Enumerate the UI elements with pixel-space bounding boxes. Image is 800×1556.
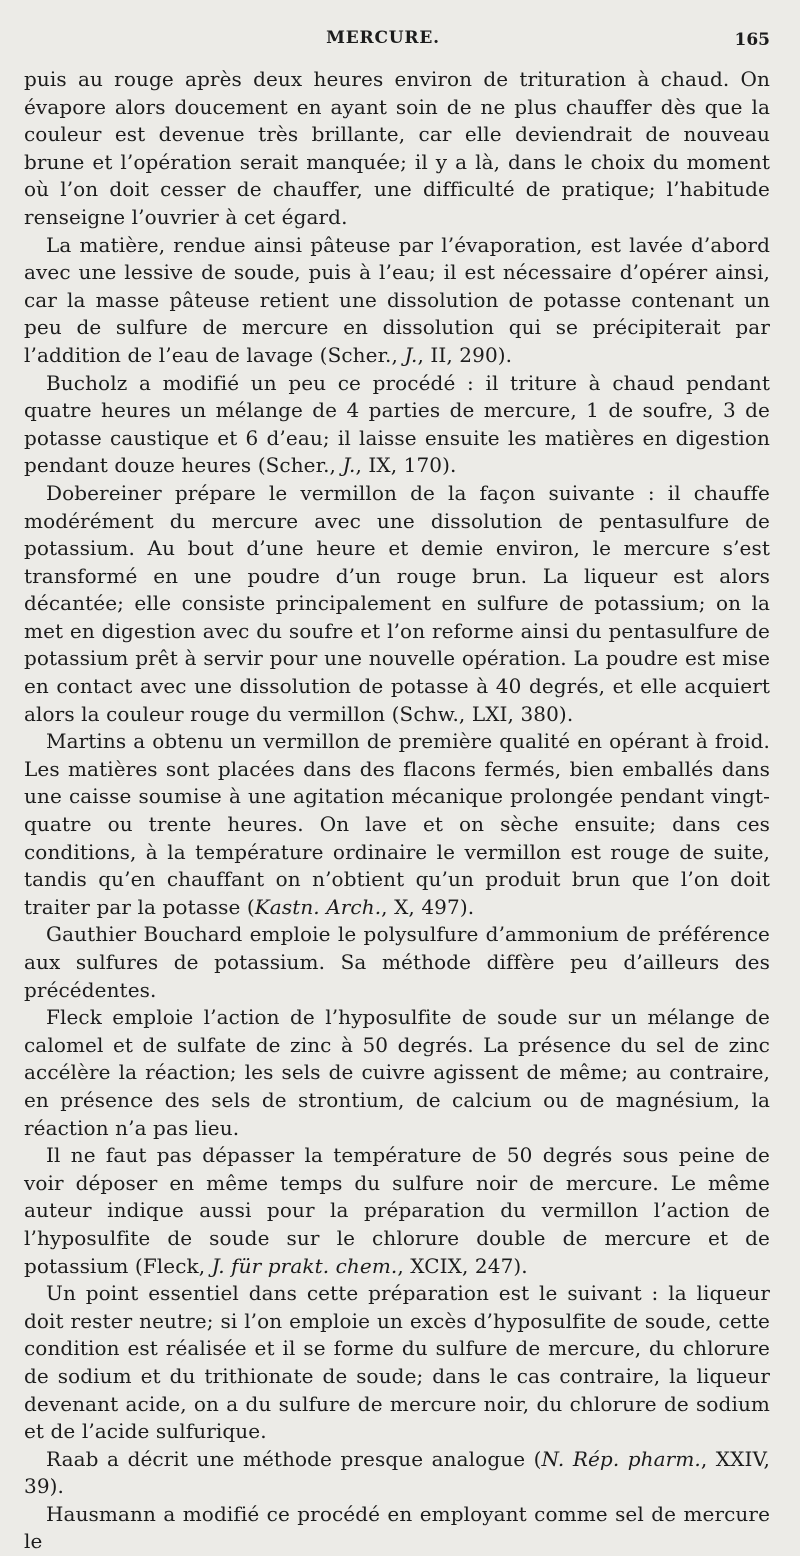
paragraph — [24, 370, 770, 480]
italic-reference: J. für prakt. chem. — [211, 1253, 398, 1278]
text-run: Bucholz a modifié un peu ce procédé : il triture à chaud pendant quatre heures un mélange de 4 parties de mercure, 1 de soufre, 3 de potasse caustique et 6 d’eau; il laisse ensuite les matières en digestion pendant douze heures (Scher., — [24, 370, 770, 478]
paragraph — [24, 921, 770, 1004]
text-run: Il ne faut pas dépasser la température de 50 degrés sous peine de voir déposer en même temps du sulfure noir de mercure. Le même auteur indique aussi pour la préparation du vermillon l’action de l’hyposulfite de soude sur le chlorure double de mercure et de potassium (Fleck, — [24, 1143, 770, 1278]
paragraph — [24, 728, 770, 921]
italic-reference: Kastn. Arch. — [254, 894, 382, 919]
text-run: puis au rouge après deux heures environ de trituration à chaud. On évapore alors doucement en ayant soin de ne plus chauffer dès que la couleur est devenue très brillante, car elle deviendrait de nouveau brune et l’opération serait manquée; il y a là, dans le choix du moment où l’on doit cesser de chauffer, une difficulté de pratique; l’habitude renseigne l’ouvrier à cet égard. — [24, 67, 770, 229]
paragraph — [24, 66, 770, 232]
text-run: , II, 290). — [417, 342, 513, 367]
body-text — [24, 66, 770, 1556]
italic-reference: J. — [342, 453, 356, 478]
text-run: Fleck emploie l’action de l’hyposulfite de soude sur un mélange de calomel et de sulfate de zinc à 50 degrés. La présence du sel de zinc accélère la réaction; les sels de cuivre agissent de même; au contraire, en présence des sels de strontium, de calcium ou de magnésium, la réaction n’a pas lieu. — [24, 1005, 770, 1140]
text-run: Raab a décrit une méthode presque analogue ( — [46, 1446, 542, 1471]
running-title: MERCURE. — [326, 28, 440, 48]
text-run: , XXIV, 39). — [24, 1446, 770, 1499]
text-run: Martins a obtenu un vermillon de première qualité en opérant à froid. Les matières sont placées dans des flacons fermés, bien emballés dans une caisse soumise à une agitation mécanique prolongée pendant vingt-quatre ou trente heures. On lave et on sèche ensuite; dans ces conditions, à la température ordinaire le vermillon est rouge de suite, tandis qu’en chauffant on n’obtient qu’un produit brun que l’on doit traiter par la potasse ( — [24, 729, 770, 919]
text-run: Dobereiner prépare le vermillon de la façon suivante : il chauffe modérément du mercure avec une dissolution de pentasulfure de potassium. Au bout d’une heure et demie environ, le mercure s’est transformé en une poudre d’un rouge brun. La liqueur est alors décantée; elle consiste principalement en sulfure de potassium; on la met en digestion avec du soufre et l’on reforme ainsi du pentasulfure de potassium prêt à servir pour une nouvelle opération. La poudre est mise en contact avec une dissolution de potasse à 40 degrés, et elle acquiert alors la couleur rouge du vermillon (Schw., LXI, 380). — [24, 480, 770, 726]
paragraph — [24, 232, 770, 370]
paragraph — [24, 1004, 770, 1142]
paragraph — [24, 1280, 770, 1446]
text-run: , IX, 170). — [355, 453, 457, 478]
text-run: Gauthier Bouchard emploie le polysulfure d’ammonium de préférence aux sulfures de potassium. Sa méthode diffère peu d’ailleurs des précédentes. — [24, 922, 770, 1002]
running-head — [24, 26, 770, 54]
text-run: , XCIX, 247). — [397, 1253, 528, 1278]
italic-reference: N. Rép. pharm. — [541, 1446, 701, 1471]
text-run: La matière, rendue ainsi pâteuse par l’évaporation, est lavée d’abord avec une lessive de soude, puis à l’eau; il est nécessaire d’opérer ainsi, car la masse pâteuse retient une dissolution de potasse contenant un peu de sulfure de mercure en dissolution qui se précipiterait par l’addition de l’eau de lavage (Scher., — [24, 232, 770, 367]
text-run: Hausmann a modifié ce procédé en employant comme sel de mercure le — [24, 1501, 770, 1554]
paragraph — [24, 1446, 770, 1501]
paragraph — [24, 1142, 770, 1280]
paragraph — [24, 1501, 770, 1556]
page-number: 165 — [734, 30, 770, 50]
text-run: Un point essentiel dans cette préparation est le suivant : la liqueur doit rester neutre; si l’on emploie un excès d’hyposulfite de soude, cette condition est réalisée et il se forme du sulfure de mercure, du chlorure de sodium et du trithionate de soude; dans le cas contraire, la liqueur devenant acide, on a du sulfure de mercure noir, du chlorure de sodium et de l’acide sulfurique. — [24, 1281, 770, 1444]
text-run: , X, 497). — [381, 894, 475, 919]
italic-reference: J. — [404, 342, 418, 367]
paragraph — [24, 480, 770, 728]
